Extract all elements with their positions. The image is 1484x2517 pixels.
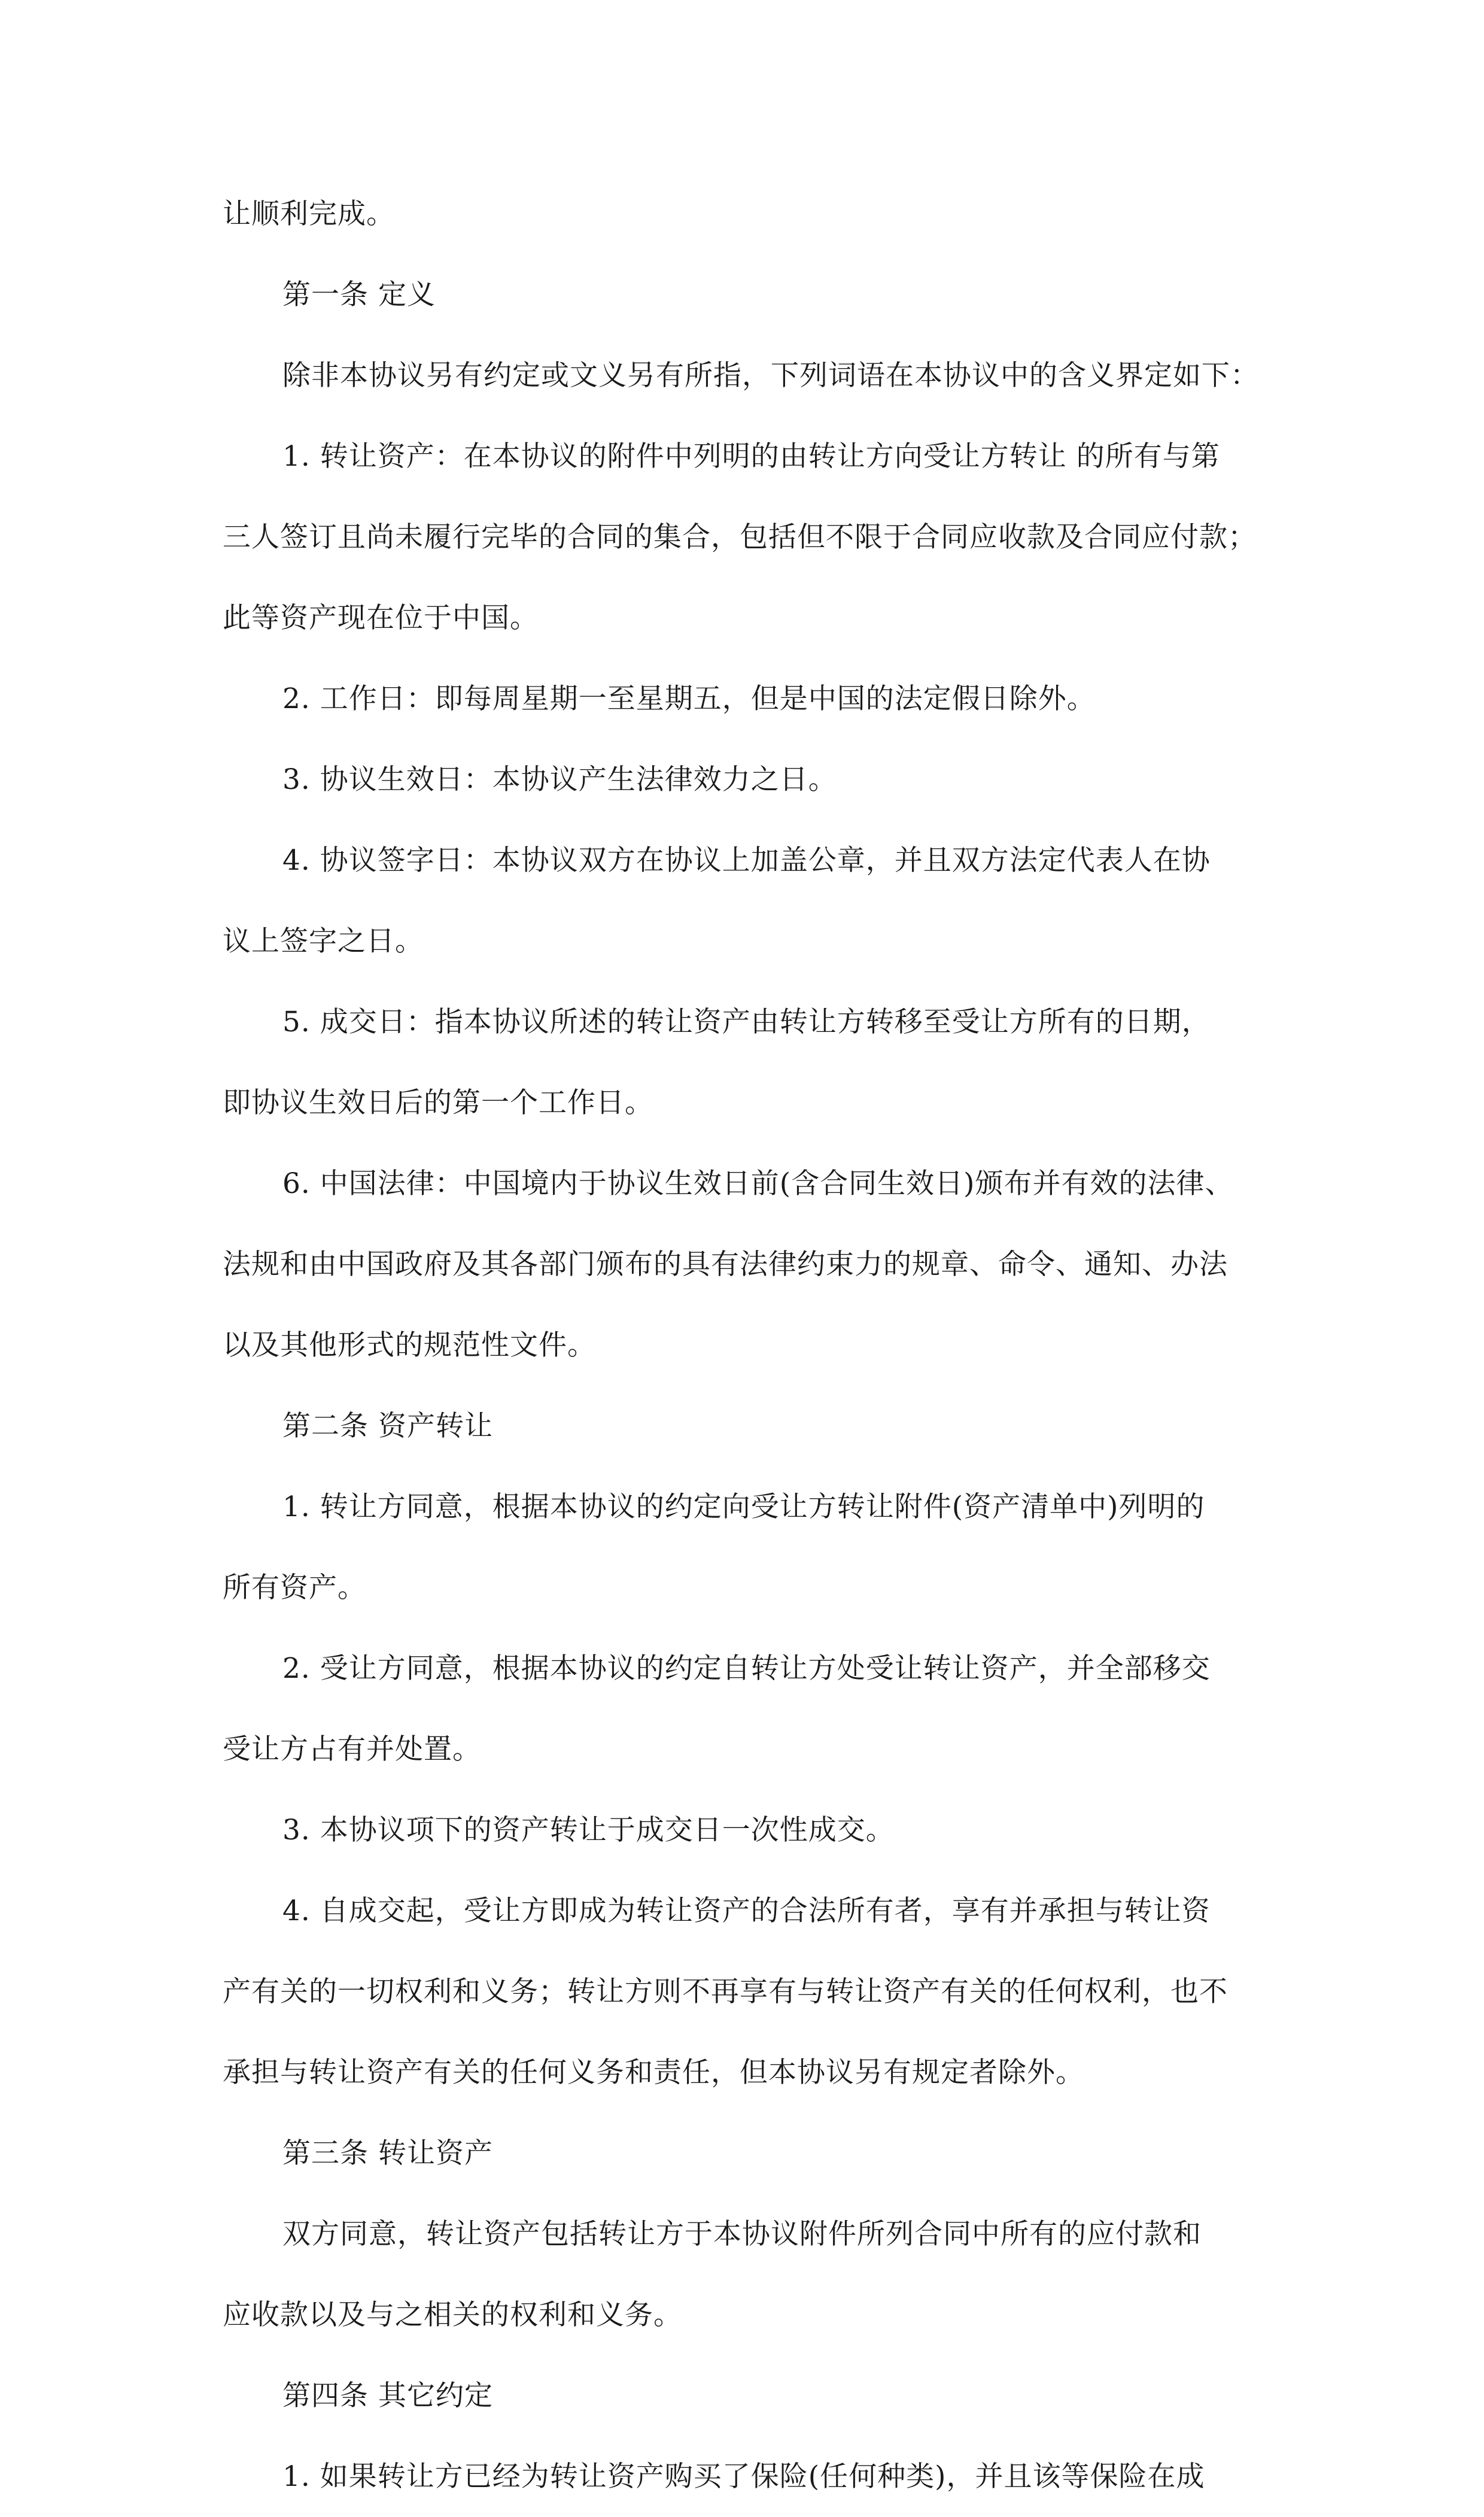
document-line: 产有关的一切权利和义务；转让方则不再享有与转让资产有关的任何权利，也不 [223, 1975, 1228, 2008]
document-line: 1. 如果转让方已经为转让资产购买了保险(任何种类)，并且该等保险在成 [282, 2460, 1205, 2493]
document-line: 让顺利完成。 [223, 198, 395, 230]
document-line: 3. 本协议项下的资产转让于成交日一次性成交。 [282, 1814, 895, 1847]
document-line: 第二条 资产转让 [282, 1410, 493, 1443]
document-line: 此等资产现在位于中国。 [223, 602, 539, 634]
document-line: 承担与转让资产有关的任何义务和责任，但本协议另有规定者除外。 [223, 2056, 1084, 2089]
document-line: 即协议生效日后的第一个工作日。 [223, 1086, 653, 1119]
document-line: 2. 工作日：即每周星期一至星期五，但是中国的法定假日除外。 [282, 682, 1096, 715]
document-line: 三人签订且尚未履行完毕的合同的集合，包括但不限于合同应收款及合同应付款； [223, 521, 1257, 554]
document-line: 以及其他形式的规范性文件。 [223, 1329, 596, 1362]
document-line: 5. 成交日：指本协议所述的转让资产由转让方转移至受让方所有的日期， [282, 1006, 1211, 1039]
document-line: 2. 受让方同意，根据本协议的约定自转让方处受让转让资产，并全部移交 [282, 1652, 1211, 1685]
document-line: 6. 中国法律：中国境内于协议生效日前(含合同生效日)颁布并有效的法律、 [282, 1167, 1234, 1200]
document-line: 应收款以及与之相关的权利和义务。 [223, 2299, 682, 2331]
document-line: 受让方占有并处置。 [223, 1733, 481, 1766]
document-body [223, 174, 1259, 2517]
document-line: 第三条 转让资产 [282, 2137, 493, 2170]
document-line: 双方同意，转让资产包括转让方于本协议附件所列合同中所有的应付款和 [282, 2218, 1202, 2251]
document-line: 4. 协议签字日：本协议双方在协议上加盖公章，并且双方法定代表人在协 [282, 844, 1211, 877]
document-line: 3. 协议生效日：本协议产生法律效力之日。 [282, 763, 837, 796]
document-line: 所有资产。 [223, 1571, 366, 1604]
document-line: 4. 自成交起，受让方即成为转让资产的合法所有者，享有并承担与转让资 [282, 1894, 1211, 1927]
document-line: 1. 转让资产：在本协议的附件中列明的由转让方向受让方转让 的所有与第 [282, 440, 1220, 473]
document-line: 第四条 其它约定 [282, 2379, 493, 2412]
document-line: 第一条 定义 [282, 278, 436, 311]
document-line: 1. 转让方同意，根据本协议的约定向受让方转让附件(资产清单中)列明的 [282, 1490, 1205, 1523]
document-line: 除非本协议另有约定或文义另有所指，下列词语在本协议中的含义界定如下： [282, 359, 1259, 392]
document-line: 法规和由中国政府及其各部门颁布的具有法律约束力的规章、命令、通知、办法 [223, 1248, 1228, 1281]
document-line: 议上签字之日。 [223, 925, 424, 958]
